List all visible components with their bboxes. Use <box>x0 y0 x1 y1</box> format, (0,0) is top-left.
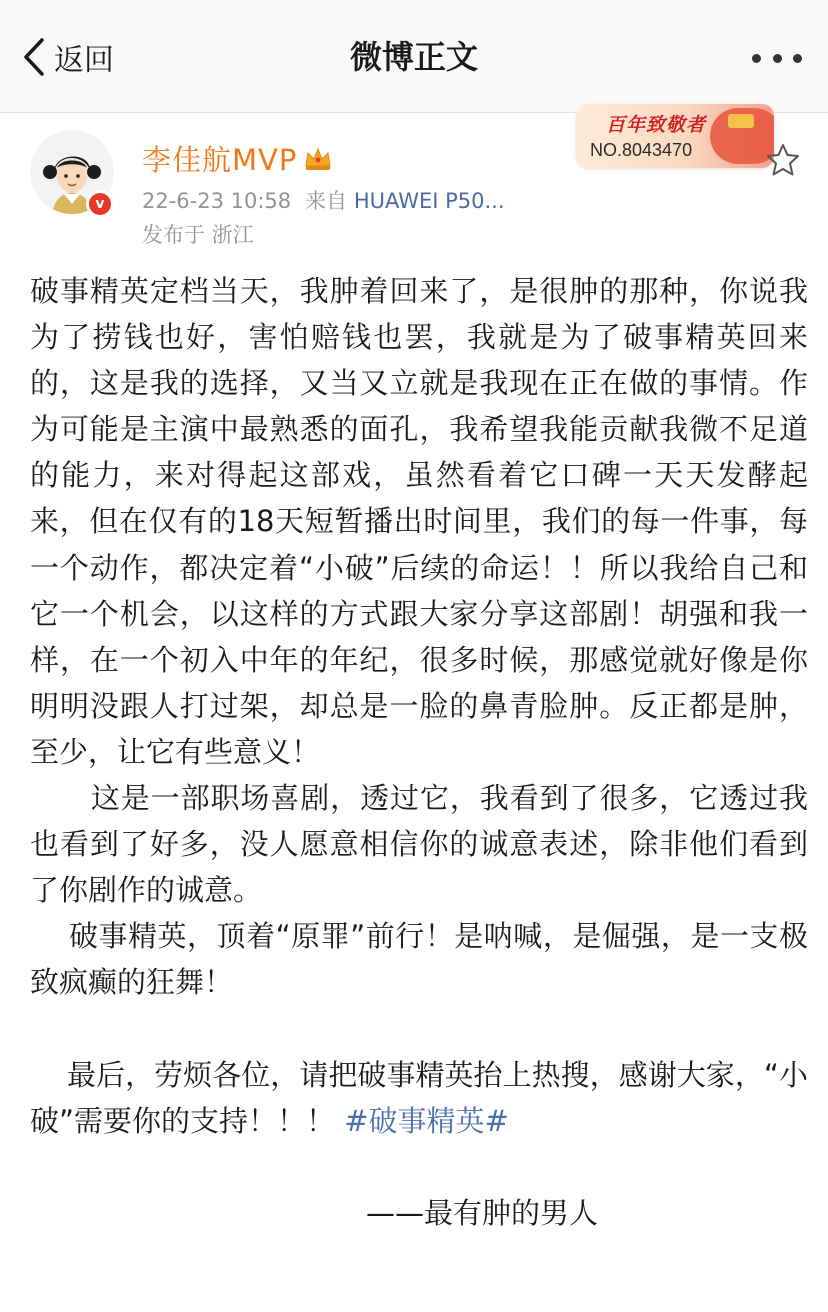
crown-icon <box>303 146 333 172</box>
device-link[interactable]: HUAWEI P50... <box>353 189 505 213</box>
paragraph-spacer <box>30 1006 808 1052</box>
badge-number: NO.8043470 <box>590 140 693 160</box>
signature: ——最有肿的男人 <box>365 1195 598 1230</box>
post-paragraph-final <box>30 1052 808 1144</box>
post-paragraph: 破事精英，顶着“原罪”前行！是呐喊，是倔强，是一支极致疯癫的狂舞！ <box>30 919 808 1000</box>
star-icon[interactable] <box>765 142 801 178</box>
post-paragraph: 这是一部职场喜剧，透过它，我看到了很多，它透过我也看到了好多，没人愿意相信你的诚意表述，除非他们看到了你剧作的诚意。 <box>30 781 808 908</box>
back-label: 返回 <box>54 43 114 78</box>
badge-decoration <box>728 114 754 128</box>
post-meta <box>142 185 505 215</box>
post-location: 发布于 浙江 <box>142 223 254 247</box>
post-paragraph-text: 最后，劳烦各位，请把破事精英抬上热搜，感谢大家，“小破”需要你的支持！！！ <box>30 1057 808 1138</box>
post-content <box>30 268 808 1236</box>
author-name[interactable]: 李佳航MVP <box>142 143 298 177</box>
post-paragraph: 破事精英定档当天，我肿着回来了，是很肿的那种，你说我为了捞钱也好，害怕赔钱也罢，我就是为了破事精英回来的，这是我的选择，又当又立就是我现在正在做的事情。作为可能是主演中最熟悉的面孔，我希望我能贡献我微不足道的能力，来对得起这部戏，虽然看着它口碑一天天发酵起来，但在仅有的18天短暂播出时间里，我们的每一件事，每一个动作，都决定着“小破”后续的命运！！所以我给自己和它一个机会，以这样的方式跟大家分享这部剧！胡强和我一样，在一个初入中年的年纪，很多时候，那感觉就好像是你明明没跟人打过架，却总是一脸的鼻青脸肿。反正都是肿，至少，让它有些意义！ <box>30 274 808 769</box>
source-prefix: 来自 <box>305 189 348 213</box>
verified-icon: v <box>86 190 114 218</box>
hashtag-link[interactable]: #破事精英# <box>344 1103 509 1138</box>
badge-title: 百年致敬者 <box>606 114 707 136</box>
post-timestamp: 22-6-23 10:58 <box>142 189 292 213</box>
page-title: 微博正文 <box>349 38 478 76</box>
anniversary-badge[interactable] <box>576 104 774 168</box>
paragraph-spacer <box>30 1144 808 1190</box>
more-dots-icon[interactable] <box>752 48 802 68</box>
navigation-bar <box>0 0 828 113</box>
